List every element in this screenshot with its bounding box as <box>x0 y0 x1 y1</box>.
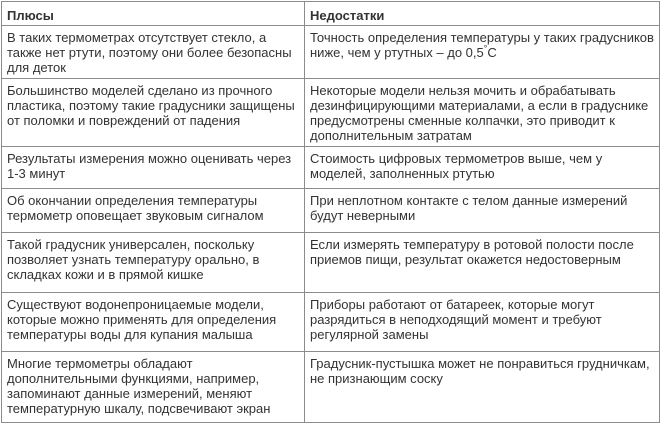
table-row <box>2 293 660 352</box>
table-row <box>2 26 660 79</box>
pro-text: Об окончании определения температуры термометр оповещает звуковым сигналом <box>7 193 264 223</box>
con-text: Градусник-пустышка может не понравиться грудничкам, не признающим соску <box>310 356 650 386</box>
con-text: При неплотном контакте с телом данные измерений будут неверными <box>310 193 628 223</box>
table-row <box>2 233 660 293</box>
header-cons: Недостатки <box>305 2 660 26</box>
pro-cell <box>2 293 305 352</box>
con-text-main: Точность определения температуры у таких градусников ниже, чем у ртутных – до 0,5 <box>310 30 654 60</box>
con-text: Некоторые модели нельзя мочить и обрабатывать дезинфицирующими материалами, а если в градуснике предусмотрены сменные колпачки, это приводит к дополнительным затратам <box>310 83 649 143</box>
pro-cell <box>2 233 305 293</box>
con-cell <box>305 26 660 79</box>
pro-cell <box>2 189 305 233</box>
pro-text: В таких термометрах отсутствует стекло, а также нет ртути, поэтому они более безопасны для деток <box>7 30 292 75</box>
pro-text: Результаты измерения можно оценивать через 1-3 минут <box>7 151 292 181</box>
con-text-unit: С <box>487 45 497 60</box>
table-row <box>2 189 660 233</box>
table-row <box>2 352 660 423</box>
pro-cell <box>2 79 305 147</box>
degree-sign: ° <box>483 43 488 54</box>
pro-cell <box>2 26 305 79</box>
pro-cell <box>2 147 305 189</box>
pro-text: Большинство моделей сделано из прочного пластика, поэтому такие градусники защищены от поломки и повреждений от падения <box>7 83 295 128</box>
con-text: Если измерять температуру в ротовой полости после приемов пищи, результат окажется недостоверным <box>310 237 634 267</box>
table-row <box>2 147 660 189</box>
con-text: Приборы работают от батареек, которые могут разрядиться в неподходящий момент и требуют регулярной замены <box>310 297 602 342</box>
con-text <box>310 30 654 60</box>
con-text: Стоимость цифровых термометров выше, чем у моделей, заполненных ртутью <box>310 151 603 181</box>
pros-cons-table <box>1 1 660 423</box>
table-row <box>2 79 660 147</box>
con-cell <box>305 233 660 293</box>
con-cell <box>305 147 660 189</box>
pro-text: Существуют водонепроницаемые модели, которые можно применять для определения температуры воды для купания малыша <box>7 297 277 342</box>
header-row <box>2 2 660 26</box>
con-cell <box>305 189 660 233</box>
con-cell <box>305 352 660 423</box>
header-pros: Плюсы <box>2 2 305 26</box>
pro-text: Такой градусник универсален, поскольку позволяет узнать температуру орально, в складках кожи и в прямой кишке <box>7 237 260 282</box>
pro-cell <box>2 352 305 423</box>
pro-text: Многие термометры обладают дополнительными функциями, например, запоминают данные измерений, меняют температурную шкалу, подсвечивают экран <box>7 356 271 416</box>
con-cell <box>305 293 660 352</box>
con-cell <box>305 79 660 147</box>
